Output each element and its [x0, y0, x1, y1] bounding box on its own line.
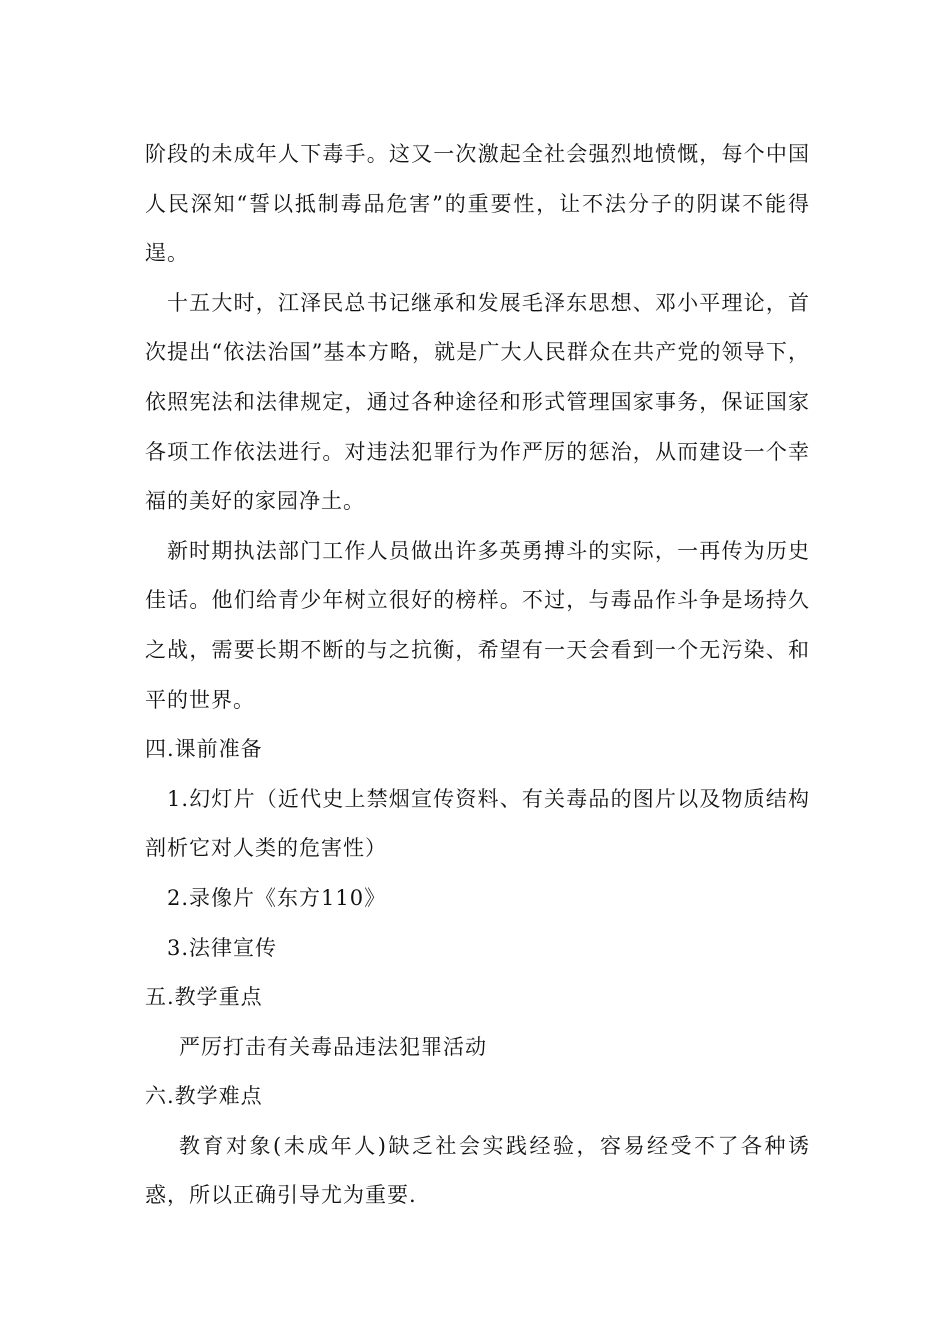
- prep-item-law: 3.法律宣传: [167, 935, 278, 960]
- difficulty-text: 教育对象(未成年人)缺乏社会实践经验，容易经受不了各种诱惑，所以正确引导尤为重要.: [145, 1133, 810, 1208]
- prep-item-slides: 1.幻灯片（近代史上禁烟宣传资料、有关毒品的图片以及物质结构剖析它对人类的危害性）: [145, 786, 810, 861]
- section-heading-key-point: 五.教学重点: [145, 985, 263, 1010]
- section-heading-difficulty: 六.教学难点: [145, 1084, 263, 1109]
- key-point-text: 严厉打击有关毒品违法犯罪活动: [179, 1034, 487, 1059]
- paragraph-law-enforcement: 新时期执法部门工作人员做出许多英勇搏斗的实际，一再传为历史佳话。他们给青少年树立很好的榜样。不过，与毒品作斗争是场持久之战，需要长期不断的与之抗衡，希望有一天会看到一个无污染、和平的世界。: [145, 538, 810, 712]
- paragraph-rule-of-law: 十五大时，江泽民总书记继承和发展毛泽东思想、邓小平理论，首次提出“依法治国”基本方略，就是广大人民群众在共产党的领导下，依照宪法和法律规定，通过各种途径和形式管理国家事务，保证国家各项工作依法进行。对违法犯罪行为作严厉的惩治，从而建设一个幸福的美好的家园净土。: [145, 290, 810, 514]
- document-body: [145, 130, 810, 1221]
- paragraph-continued: 阶段的未成年人下毒手。这又一次激起全社会强烈地愤慨，每个中国人民深知“誓以抵制毒品危害”的重要性，让不法分子的阴谋不能得逞。: [145, 142, 810, 266]
- section-heading-preparation: 四.课前准备: [145, 737, 263, 762]
- prep-item-video: 2.录像片《东方110》: [167, 885, 387, 910]
